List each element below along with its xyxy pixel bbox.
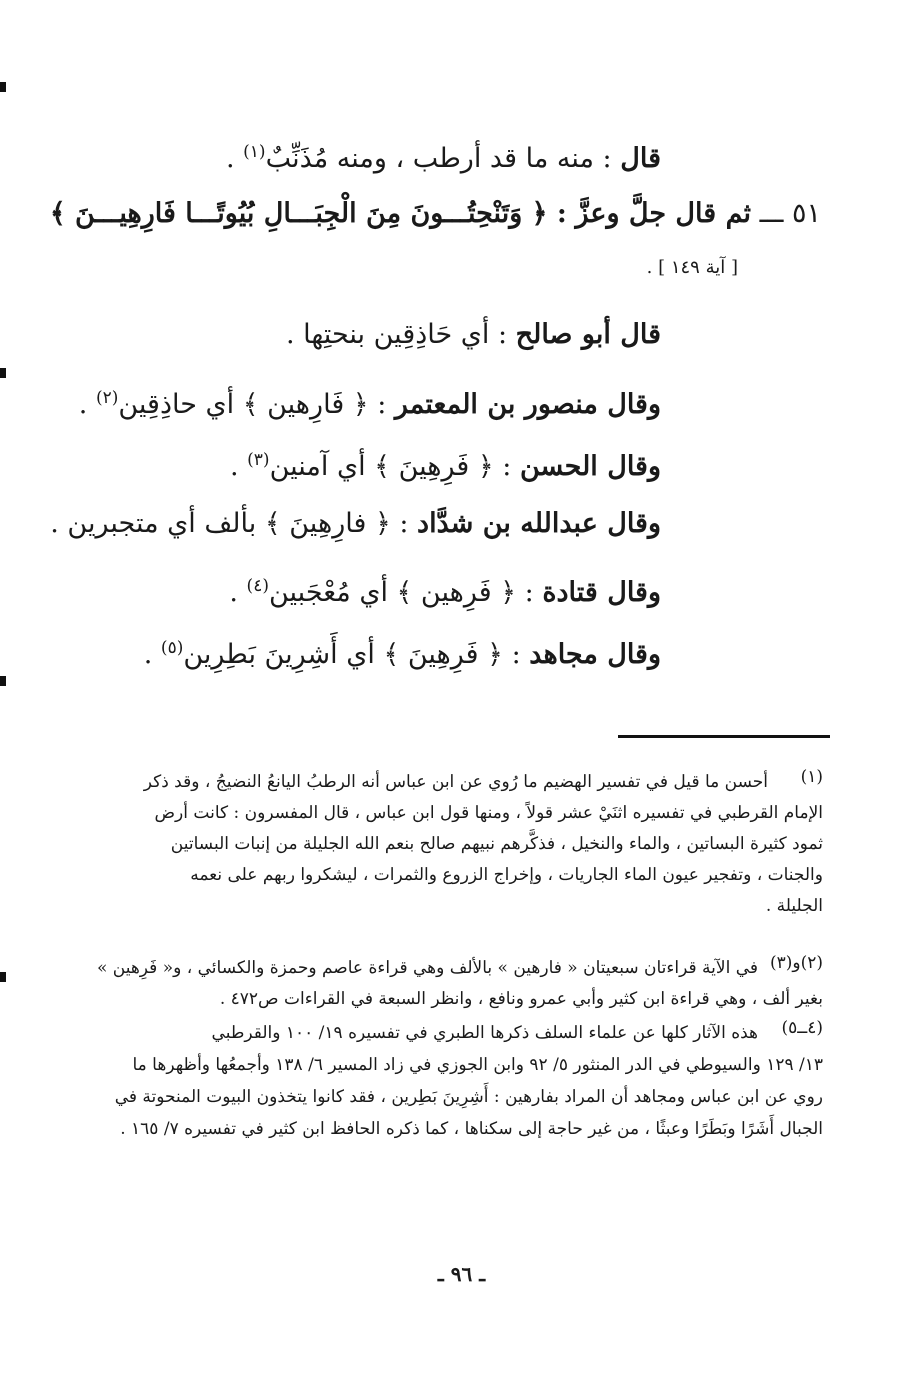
footnote-line: هذه الآثار كلها عن علماء السلف ذكرها الطبري في تفسيره ١٩/ ١٠٠ والقرطبي bbox=[211, 1023, 758, 1043]
verse-text: : ﴿ وَتَنْحِتُـــونَ مِنَ الْجِبَـــالِ بُيُوتًـــا فَارِهِيـــنَ ﴾ bbox=[49, 198, 567, 229]
main-line-6 bbox=[230, 440, 661, 487]
footnote-ref: (٢) bbox=[95, 388, 119, 408]
scan-edge-mark bbox=[0, 82, 6, 92]
line-text: : أي حَاذِقِين بنحتِها . bbox=[285, 319, 508, 350]
footnote-line: والجنات ، وتفجير عيون الماء الجاريات ، وإخراج الزروع والثمرات ، ليشكروا ربهم على نعمه bbox=[190, 865, 823, 885]
main-line-8 bbox=[229, 566, 661, 613]
item-number: ٥١ ـــ bbox=[759, 198, 821, 229]
footnote-line: ١٣/ ١٢٩ والسيوطي في الدر المنثور ٥/ ٩٢ وابن الجوزي في زاد المسير ٦/ ١٣٨ وأجمعُها وأظهرها ما bbox=[132, 1055, 823, 1075]
scan-edge-mark bbox=[0, 972, 6, 982]
main-line-2 bbox=[50, 194, 821, 234]
speaker: وقال منصور بن المعتمر bbox=[394, 389, 661, 420]
footnote-line: الجبال أَشَرًا وبَطَرًا وعبثًا ، من غير حاجة إلى سكناها ، كما ذكره الحافظ ابن كثير في تفسيره ٧/ ١٦٥ . bbox=[120, 1119, 823, 1139]
line-end: . bbox=[78, 389, 88, 420]
speaker: وقال قتادة bbox=[542, 577, 661, 608]
line-text: : ﴿ فارِهِينَ ﴾ بألف أي متجبرين . bbox=[50, 508, 409, 539]
scan-edge-mark bbox=[0, 676, 6, 686]
main-line-7 bbox=[50, 504, 661, 544]
speaker: وقال عبدالله بن شدَّاد bbox=[417, 508, 661, 539]
line-end: . bbox=[229, 451, 239, 482]
main-line-4 bbox=[286, 315, 661, 355]
line-end: . bbox=[143, 639, 153, 670]
footnote-line: أحسن ما قيل في تفسير الهضيم ما رُوي عن ابن عباس أنه الرطبُ اليانعُ النضيجُ ، وقد ذكر bbox=[143, 772, 768, 792]
footnote-line: ثمود كثيرة البساتين ، والماء والنخيل ، فذكَّرهم نبيهم صالح بنعم الله الجليلة من إنبات البساتين bbox=[170, 834, 823, 854]
line-end: . bbox=[229, 577, 238, 608]
line-text: : ﴿ فَرِهين ﴾ أي مُعْجَبين bbox=[268, 577, 534, 608]
main-line-9 bbox=[144, 628, 661, 675]
footnote-label: (٤ــ٥) bbox=[781, 1018, 823, 1038]
footnote-label: (١) bbox=[800, 767, 823, 787]
line-text: : منه ما قد أرطب ، ومنه مُذَنِّبٌ bbox=[265, 143, 612, 174]
footnote-line: الإمام القرطبي في تفسيره اثنَيْ عشر قولاً ، ومنها قول ابن عباس ، قال المفسرون : كانت أرض bbox=[154, 803, 823, 823]
speaker: وقال الحسن bbox=[520, 451, 661, 482]
line-text: : ﴿ فَرِهِينَ ﴾ أي أَشِرِينَ بَطِرِين bbox=[183, 639, 521, 670]
footnote-ref: (٥) bbox=[160, 638, 184, 658]
footnote-ref: (١) bbox=[243, 142, 266, 162]
main-line-1 bbox=[226, 132, 661, 179]
page-number: ـ ٩٦ ـ bbox=[437, 1262, 486, 1286]
speaker: وقال مجاهد bbox=[529, 639, 661, 670]
speaker: قال أبو صالح bbox=[515, 319, 661, 350]
footnote-ref: (٤) bbox=[246, 576, 269, 596]
footnote-separator bbox=[618, 735, 830, 738]
main-line-5 bbox=[79, 378, 661, 425]
footnote-line: في الآية قراءتان سبعيتان « فارهين » بالألف وهي قراءة عاصم وحمزة والكسائي ، و« فَرِهين » bbox=[96, 958, 758, 978]
line-text: : ﴿ فَارِهين ﴾ أي حاذِقِين bbox=[118, 389, 387, 420]
verse-ref-text: [ آية ١٤٩ ] . bbox=[646, 257, 738, 278]
footnote-line: روي عن ابن عباس ومجاهد أن المراد بفارهين : أَشِرِينَ بَطِرين ، فقد كانوا يتخذون البيوت المنحوتة في bbox=[114, 1087, 823, 1107]
line-text: : ﴿ فَرِهِينَ ﴾ أي آمنين bbox=[269, 451, 512, 482]
footnote-line: الجليلة . bbox=[765, 896, 823, 916]
speaker: ثم قال جلَّ وعزَّ bbox=[575, 198, 752, 229]
footnote-ref: (٣) bbox=[247, 450, 270, 470]
verse-reference bbox=[647, 255, 738, 281]
scan-edge-mark bbox=[0, 368, 6, 378]
footnote-line: بغير ألف ، وهي قراءة ابن كثير وأبي عمرو ونافع ، وانظر السبعة في القراءات ص٤٧٢ . bbox=[219, 989, 823, 1009]
line-end: . bbox=[225, 143, 235, 174]
speaker: قال bbox=[620, 143, 661, 174]
footnote-label: (٢)و(٣) bbox=[769, 953, 823, 973]
